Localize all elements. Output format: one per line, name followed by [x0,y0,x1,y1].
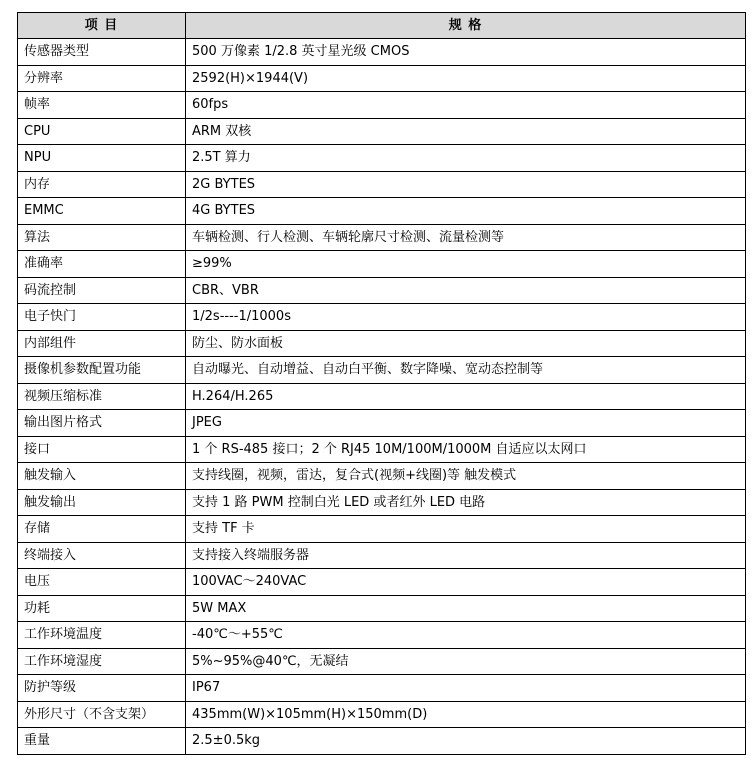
table-header-row [18,13,746,39]
spec-item-cell: 防护等级 [18,675,186,702]
spec-item-cell: 传感器类型 [18,39,186,66]
spec-item-cell: 输出图片格式 [18,410,186,437]
spec-item-cell: 摄像机参数配置功能 [18,357,186,384]
spec-value-cell: H.264/H.265 [186,383,746,410]
spec-item-cell: 内存 [18,171,186,198]
spec-item-cell: 触发输出 [18,489,186,516]
spec-value-cell: 自动曝光、自动增益、自动白平衡、数字降噪、宽动态控制等 [186,357,746,384]
table-row [18,251,746,278]
spec-item-cell: 视频压缩标准 [18,383,186,410]
table-row [18,357,746,384]
spec-item-cell: NPU [18,145,186,172]
spec-value-cell: 车辆检测、行人检测、车辆轮廓尺寸检测、流量检测等 [186,224,746,251]
spec-value-cell: 1/2s----1/1000s [186,304,746,331]
spec-value-cell: 防尘、防水面板 [186,330,746,357]
spec-item-cell: 准确率 [18,251,186,278]
table-body [18,39,746,755]
spec-value-cell: 4G BYTES [186,198,746,225]
spec-value-cell: 2.5T 算力 [186,145,746,172]
spec-value-cell: 1 个 RS-485 接口；2 个 RJ45 10M/100M/1000M 自适应以太网口 [186,436,746,463]
table-row [18,92,746,119]
table-row [18,410,746,437]
spec-item-cell: CPU [18,118,186,145]
spec-value-cell: 100VAC～240VAC [186,569,746,596]
spec-item-cell: 工作环境温度 [18,622,186,649]
table-row [18,145,746,172]
table-row [18,675,746,702]
spec-item-cell: 内部组件 [18,330,186,357]
spec-item-cell: 码流控制 [18,277,186,304]
table-row [18,648,746,675]
spec-value-cell: JPEG [186,410,746,437]
spec-value-cell: ARM 双核 [186,118,746,145]
spec-value-cell: 支持接入终端服务器 [186,542,746,569]
spec-item-cell: 外形尺寸（不含支架） [18,701,186,728]
table-row [18,622,746,649]
spec-value-cell: CBR、VBR [186,277,746,304]
spec-value-cell: 2.5±0.5kg [186,728,746,755]
table-row [18,383,746,410]
table-row [18,304,746,331]
table-row [18,224,746,251]
table-row [18,436,746,463]
table-row [18,277,746,304]
header-item: 项 目 [18,13,186,39]
spec-table [17,12,746,755]
spec-item-cell: 功耗 [18,595,186,622]
spec-item-cell: 接口 [18,436,186,463]
spec-item-cell: 算法 [18,224,186,251]
spec-value-cell: -40℃～+55℃ [186,622,746,649]
table-row [18,542,746,569]
table-row [18,198,746,225]
table-row [18,65,746,92]
spec-value-cell: 支持 TF 卡 [186,516,746,543]
spec-item-cell: EMMC [18,198,186,225]
spec-item-cell: 帧率 [18,92,186,119]
table-row [18,728,746,755]
spec-item-cell: 存储 [18,516,186,543]
spec-item-cell: 重量 [18,728,186,755]
table-row [18,118,746,145]
table-row [18,595,746,622]
spec-value-cell: 5W MAX [186,595,746,622]
spec-item-cell: 电压 [18,569,186,596]
spec-item-cell: 分辨率 [18,65,186,92]
spec-value-cell: 5%~95%@40℃，无凝结 [186,648,746,675]
table-row [18,489,746,516]
spec-item-cell: 终端接入 [18,542,186,569]
spec-value-cell: 支持线圈，视频，雷达，复合式(视频+线圈)等 触发模式 [186,463,746,490]
table-row [18,701,746,728]
table-row [18,330,746,357]
spec-item-cell: 工作环境湿度 [18,648,186,675]
spec-value-cell: 2592(H)×1944(V) [186,65,746,92]
table-row [18,569,746,596]
header-spec: 规 格 [186,13,746,39]
spec-value-cell: 500 万像素 1/2.8 英寸星光级 CMOS [186,39,746,66]
spec-value-cell: 435mm(W)×105mm(H)×150mm(D) [186,701,746,728]
spec-value-cell: 支持 1 路 PWM 控制白光 LED 或者红外 LED 电路 [186,489,746,516]
spec-value-cell: IP67 [186,675,746,702]
table-row [18,39,746,66]
table-row [18,516,746,543]
spec-item-cell: 电子快门 [18,304,186,331]
table-row [18,171,746,198]
spec-value-cell: 60fps [186,92,746,119]
spec-value-cell: 2G BYTES [186,171,746,198]
spec-value-cell: ≥99% [186,251,746,278]
table-row [18,463,746,490]
spec-item-cell: 触发输入 [18,463,186,490]
